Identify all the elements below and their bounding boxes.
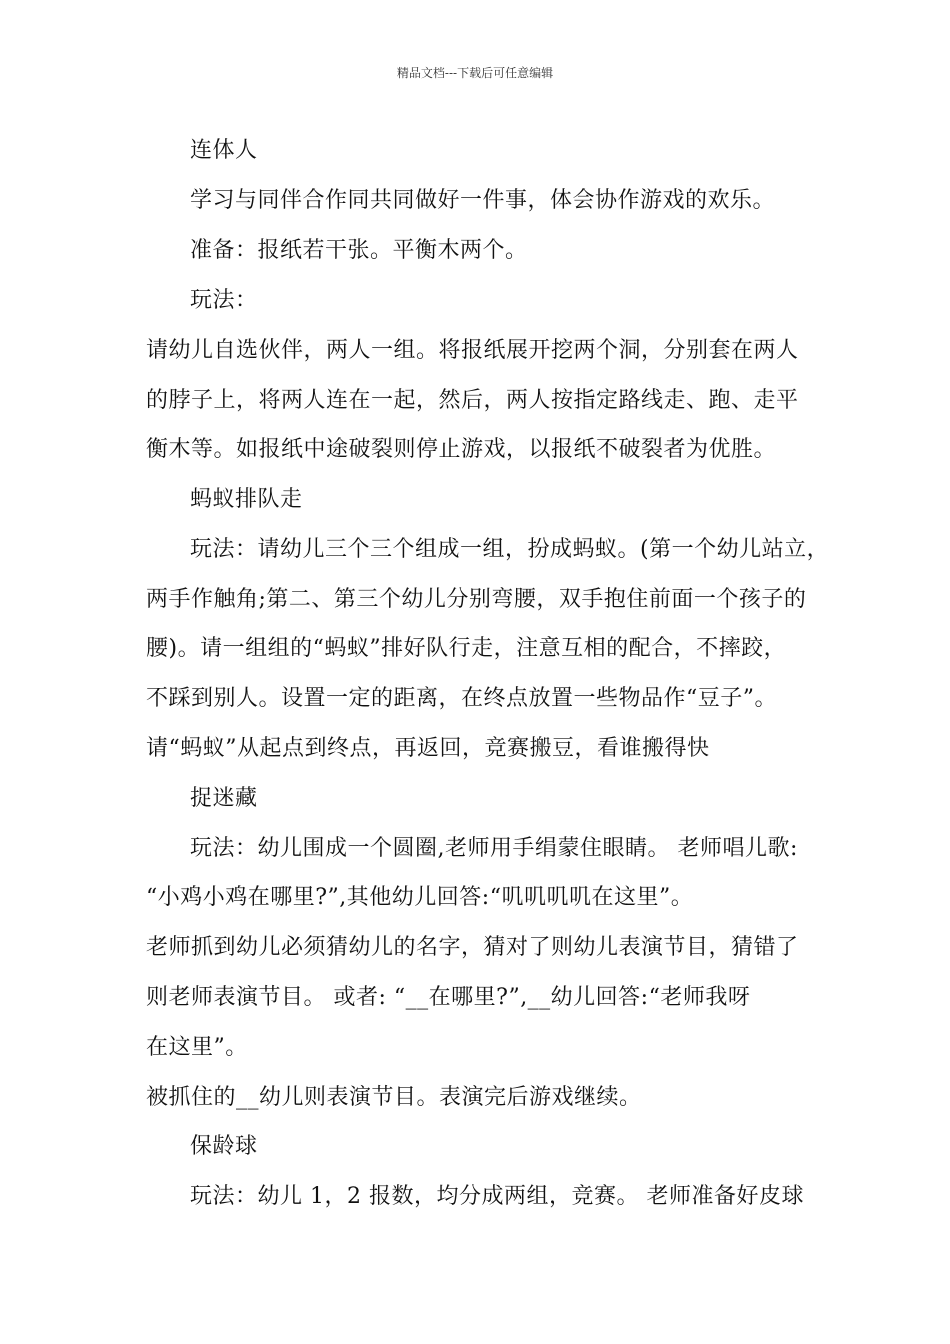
- paragraph-line: 不踩到别人。设置一定的距离，在终点放置一些物品作“豆子”。: [146, 686, 777, 711]
- paragraph-line: 玩法：幼儿 1，2 报数，均分成两组，竞赛。 老师准备好皮球: [190, 1184, 804, 1209]
- paragraph-line: 两手作触角;第二、第三个幼儿分别弯腰，双手抱住前面一个孩子的: [146, 587, 807, 612]
- paragraph-line: 请幼儿自选伙伴，两人一组。将报纸展开挖两个洞，分别套在两人: [146, 338, 799, 363]
- section-title-lianti: 连体人: [190, 138, 258, 163]
- paragraph-line: 老师抓到幼儿必须猜幼儿的名字，猜对了则幼儿表演节目，猜错了: [146, 935, 799, 960]
- paragraph-line: 的脖子上，将两人连在一起，然后，两人按指定路线走、跑、走平: [146, 388, 799, 413]
- section-title-mayi: 蚂蚁排队走: [190, 487, 303, 512]
- paragraph-line: 请“蚂蚁”从起点到终点，再返回，竞赛搬豆，看谁搬得快: [146, 736, 710, 761]
- page-header: 精品文档---下载后可任意编辑: [396, 66, 554, 80]
- paragraph-line: 则老师表演节目。 或者: “__在哪里?”,__幼儿回答:“老师我呀: [146, 985, 751, 1010]
- paragraph-line: 准备：报纸若干张。平衡木两个。: [190, 238, 528, 263]
- paragraph-line: “小鸡小鸡在哪里?”,其他幼儿回答:“叽叽叽叽在这里”。: [146, 885, 694, 910]
- section-title-baolingqiu: 保龄球: [190, 1134, 258, 1159]
- paragraph-line: 在这里”。: [146, 1035, 248, 1060]
- paragraph-line: 腰)。请一组组的“蚂蚁”排好队行走，注意互相的配合，不摔跤，: [146, 636, 787, 661]
- paragraph-line: 玩法：幼儿围成一个圆圈,老师用手绢蒙住眼睛。 老师唱儿歌:: [190, 836, 798, 861]
- paragraph-line: 学习与同伴合作同共同做好一件事，体会协作游戏的欢乐。: [190, 188, 776, 213]
- paragraph-line: 玩法：请幼儿三个三个组成一组，扮成蚂蚁。(第一个幼儿站立，: [190, 537, 830, 562]
- paragraph-line: 玩法：: [190, 288, 258, 313]
- paragraph-line: 衡木等。如报纸中途破裂则停止游戏，以报纸不破裂者为优胜。: [146, 437, 777, 462]
- section-title-zhuomicang: 捉迷藏: [190, 786, 258, 811]
- paragraph-line: 被抓住的__幼儿则表演节目。表演完后游戏继续。: [146, 1085, 642, 1110]
